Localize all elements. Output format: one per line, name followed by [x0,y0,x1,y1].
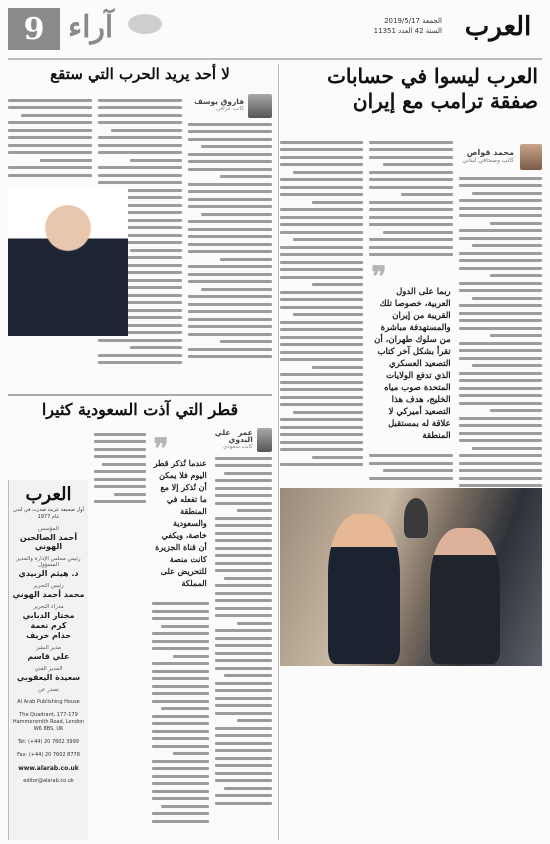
article-text [369,141,452,257]
op2-col-1 [215,428,272,840]
chairman-role: رئيس مجلس الإدارة والمدير المسؤول [16,556,81,568]
opinion2-author-description: كاتب سعودي [222,443,253,450]
main-pull-quote [369,262,452,448]
publisher-role: تصدر عن [37,687,60,693]
pompeo-photo [8,186,128,336]
article-text [215,457,272,805]
managing-name-3: حذام خريف [25,631,72,640]
opinion2-pull-quote [152,434,209,596]
masthead [8,6,542,56]
main-byline [459,142,542,172]
logo-text: العرب [464,12,532,42]
opinion-article-1 [8,64,272,388]
quote-icon: ❞ [371,260,387,293]
staff-logo: العرب [25,484,72,505]
newspaper-logo [454,12,542,42]
publisher-tel: Tel: (+44) 20 7602 3999 [18,739,79,745]
main-headline: العرب ليسوا في حسابات صفقة ترامب مع إيران [327,64,538,113]
opinion2-author-photo [257,428,272,452]
article-text [152,602,209,823]
page-number: 9 [8,8,60,50]
quote-icon: ❞ [153,432,169,465]
publisher-address: The Quadrant, 177-179 Hammersmith Road, London W6 8BS, UK [12,712,85,732]
managing-role: مدراء التحرير [33,604,64,610]
opinion2-headline: قطر التي آذت السعودية كثيرا [8,394,272,420]
op2-col-2 [152,428,209,840]
founder-role: المؤسس [38,526,59,532]
article-text [369,454,452,480]
opinion1-headline: لا أحد يريد الحرب التي ستقع [50,65,230,83]
section-title: آراء [68,10,114,45]
editor-role: رئيس التحرير [33,583,64,589]
author-description: كاتب وصحافي لبناني [462,157,514,164]
publisher-name: Al Arab Publishing House [17,699,80,705]
chairman-name: د. هيثم الزبيدي [18,569,79,578]
op1-col-1 [188,94,272,388]
art-name: سعيدة اليعقوبي [16,673,81,682]
speech-bubble-icon [128,14,162,34]
publisher-fax: Fax: (+44) 20 7602 8778 [17,752,80,758]
pull-quote-text: ربما على الدول العربية، خصوصا تلك القريبة من إيران والمستهدفة مباشرة من سلوك طهران، أن تقرأ بشكل آخر كتاب التصعيد العسكري الذي تدفع الولايات المتحدة صوب مياه الخليج، هدف هذا التصعيد أميركي لا علاقة له بمستقبل المنطقة [374,287,451,441]
managing-name-1: مختار الدبابي [22,611,75,620]
opinion2-author-name: عمر علي البدوي [214,428,253,445]
art-role: المدير الفني [34,666,63,672]
opinion2-byline [215,428,272,452]
staff-tagline: أول صحيفة عربية صدرت في لندن عام 1977 [13,507,84,520]
opinion1-byline [188,94,272,118]
director-name: علي قاسم [27,652,70,661]
author-name: محمد قواص [466,148,514,158]
editor-name: محمد أحمد الهوني [12,590,85,599]
opinion1-author-name: فاروق يوسف [194,97,244,107]
founder-name: أحمد الصالحين الهوني [19,533,78,551]
author-photo [520,144,542,170]
website-link[interactable]: www.alarab.co.uk [18,765,79,772]
article-text [459,177,542,488]
photo-figure-bolton [430,528,500,664]
staff-box [8,480,88,840]
op2-col-3 [94,428,146,840]
pull-quote-text: عندما تُذكر قطر اليوم فلا يمكن أن تُذكر إلا مع ما تفعله في المنطقة والسعودية خاصة، ويكفي أن قناة الجزيرة كانت منصة للتحريض على المملكة [153,458,207,588]
column-divider [278,64,279,840]
photo-figure-trump [328,514,400,664]
managing-name-2: كرم نعمة [30,621,67,630]
email-link[interactable]: editor@alarab.co.uk [23,778,74,784]
main-article [280,64,542,664]
date-line: الجمعة 2019/5/17 [384,17,442,25]
article-text [280,141,363,467]
article-text [94,433,146,504]
issue-info [374,16,442,36]
trump-bolton-photo [280,488,542,666]
issue-line: السنة 42 العدد 11351 [373,27,442,35]
article-text [188,123,272,359]
photo-bust-statue [404,498,428,538]
article-text [8,99,92,177]
opinion1-author-photo [248,94,272,118]
top-rule [8,58,542,60]
opinion1-author-description: كاتب عراقي [215,106,244,112]
director-role: مدير النشر [36,645,61,651]
